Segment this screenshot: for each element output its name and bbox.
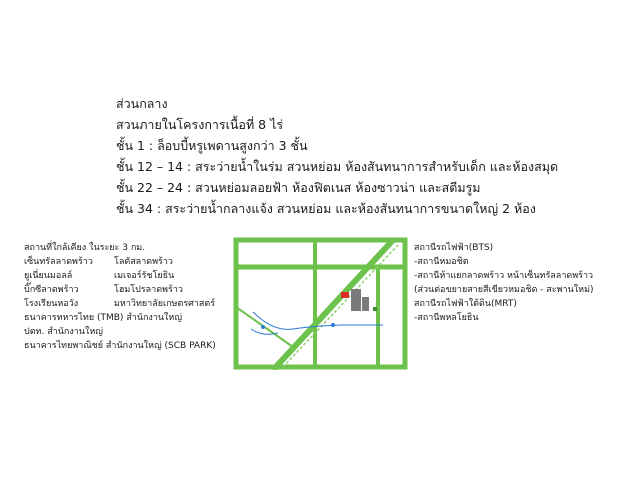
nearby-row: [24, 269, 239, 283]
nearby-row: [24, 297, 239, 311]
station-marker-icon: [331, 323, 335, 327]
station-marker-icon: [261, 325, 265, 329]
transit-note: (ส่วนต่อขยายสายสีเขียวหมอชิต - สะพานใหม่): [414, 285, 594, 295]
map-background: [233, 237, 408, 370]
nearby-places: [24, 241, 239, 353]
nearby-place: มหาวิทยาลัยเกษตรศาสตร์: [114, 299, 216, 309]
nearby-place: ธนาคารไทยพาณิชย์ สำนักงานใหญ่ (SCB PARK): [24, 341, 216, 351]
nearby-place: เซ็นทรัลลาดพร้าว: [24, 257, 93, 267]
facilities-floor-22-24: ชั้น 22 – 24 : สวนหย่อมลอยฟ้า ห้องฟิตเนส ห้องซาวน่า และสตีมรูม: [116, 180, 481, 195]
nearby-place: บิ๊กซีลาดพร้าว: [24, 285, 79, 295]
nearby-row: [24, 283, 239, 297]
transit-info: [414, 241, 634, 325]
map-tree: [373, 307, 377, 311]
nearby-place: โรงเรียนหอวัง: [24, 299, 79, 309]
transit-station: -สถานีหมอชิต: [414, 257, 469, 267]
nearby-row: [24, 255, 239, 269]
project-marker: [341, 292, 349, 298]
location-map: [233, 237, 408, 370]
nearby-place: โลตัสลาดพร้าว: [114, 257, 173, 267]
nearby-place: เมเจอร์รัชโยธิน: [114, 271, 175, 281]
transit-station: -สถานีห้าแยกลาดพร้าว หน้าเซ็นทรัลลาดพร้าว: [414, 271, 594, 281]
transit-bts-title: สถานีรถไฟฟ้า(BTS): [414, 243, 494, 253]
nearby-place: ธนาคารทหารไทย (TMB) สำนักงานใหญ่: [24, 313, 183, 323]
nearby-place: ยูเนี่ยนมอลล์: [24, 271, 73, 281]
facilities-heading: ส่วนกลาง: [116, 96, 168, 111]
facilities-floor-1: ชั้น 1 : ล็อบบี้หรูเพดานสูงกว่า 3 ชั้น: [116, 138, 308, 153]
facilities-block: [116, 93, 558, 219]
project-building: [362, 297, 369, 311]
facilities-floor-12-14: ชั้น 12 – 14 : สระว่ายน้ำในร่ม สวนหย่อม ห้องสันทนาการสำหรับเด็ก และห้องสมุด: [116, 159, 559, 174]
nearby-title: สถานที่ใกล้เคียง ในระยะ 3 กม.: [24, 243, 146, 253]
facilities-garden: สวนภายในโครงการเนื้อที่ 8 ไร่: [116, 117, 284, 132]
transit-mrt-title: สถานีรถไฟฟ้าใต้ดิน(MRT): [414, 299, 517, 309]
facilities-floor-34: ชั้น 34 : สระว่ายน้ำกลางแจ้ง สวนหย่อม และห้องสันทนาการขนาดใหญ่ 2 ห้อง: [116, 201, 536, 216]
transit-station: -สถานีพหลโยธิน: [414, 313, 479, 323]
nearby-place: ปตท. สำนักงานใหญ่: [24, 327, 103, 337]
project-building: [351, 289, 361, 311]
nearby-place: โฮมโปรลาดพร้าว: [114, 285, 183, 295]
